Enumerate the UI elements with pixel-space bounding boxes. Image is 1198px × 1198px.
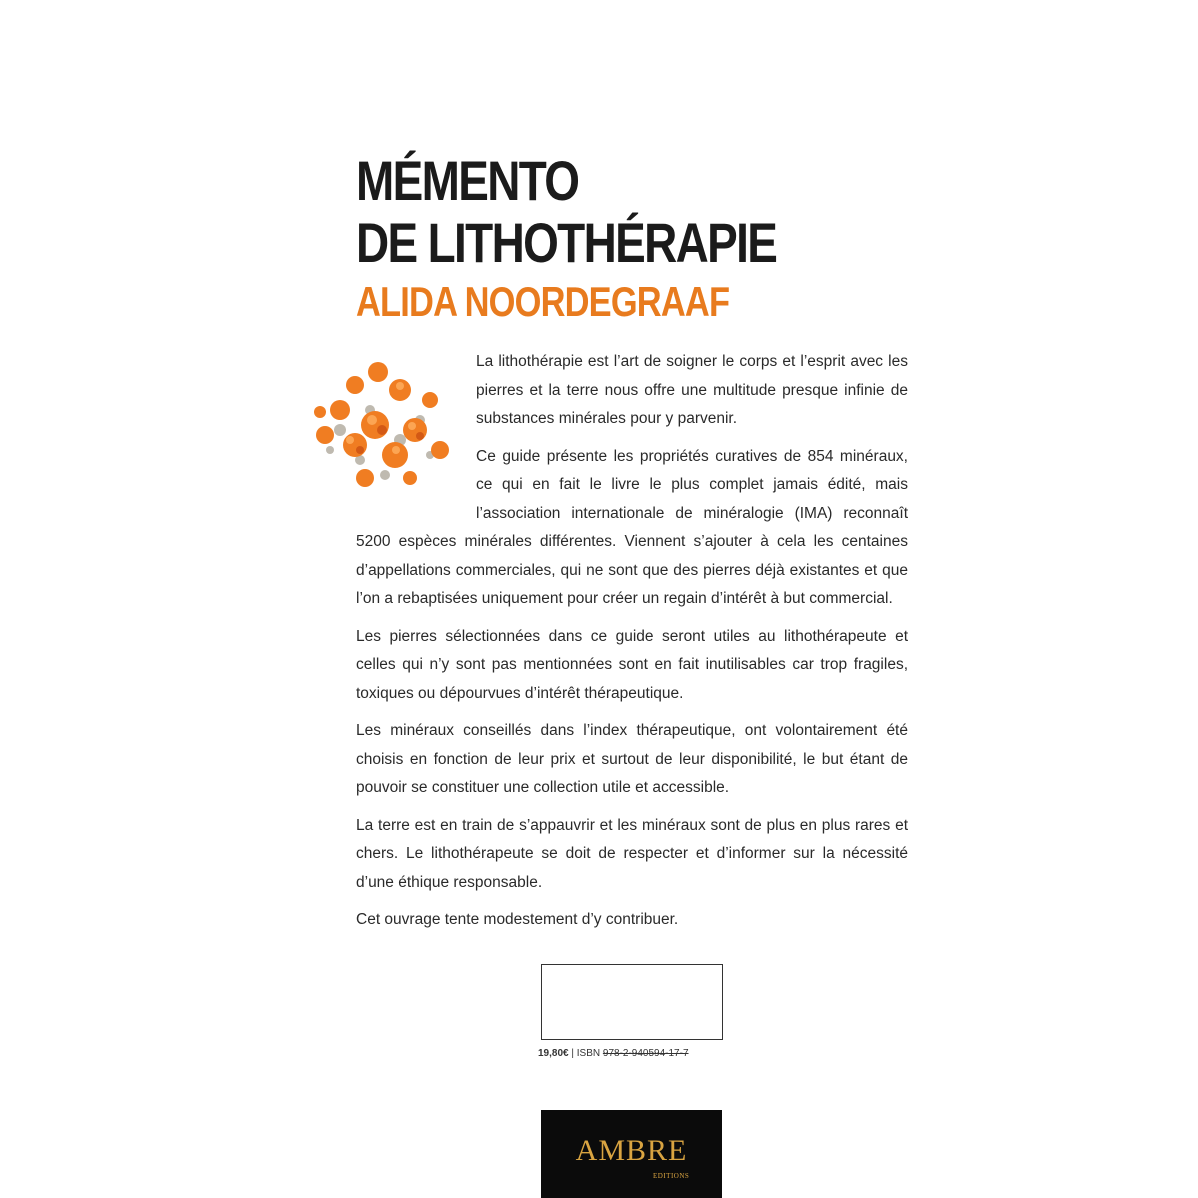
- price-isbn-line: [538, 1048, 738, 1059]
- paragraph-2: Ce guide présente les propriétés curatives de 854 minéraux, ce qui en fait le livre le plus complet jamais édité, mais l’association internationale de minéralogie (IMA) reconnaît 5200 espèces minérales différentes. Viennent s’ajouter à cela les centaines d’appellations commerciales, qui ne sont que des pierres déjà existantes et que l’on a rebaptisées uniquement pour créer un regain d’intérêt à but commercial.: [356, 447, 908, 607]
- author-name: ALIDA NOORDEGRAAF: [356, 278, 730, 325]
- barcode-placeholder: [541, 964, 723, 1040]
- paragraph-1: La lithothérapie est l’art de soigner le corps et l’esprit avec les pierres et la terre nous offre une multitude presque infinie de substances minérales pour y parvenir.: [476, 353, 908, 427]
- paragraph-6: Cet ouvrage tente modestement d’y contribuer.: [356, 911, 679, 928]
- paragraph-3: Les pierres sélectionnées dans ce guide seront utiles au lithothérapeute et celles qui n’y sont pas mentionnées sont en fait inutilisables car trop fragiles, toxiques ou dépourvues d’intérêt thérapeutique.: [356, 627, 908, 702]
- publisher-logo-text: AMBRE: [575, 1134, 688, 1167]
- paragraph-4: Les minéraux conseillés dans l’index thérapeutique, ont volontairement été choisis en fonction de leur prix et surtout de leur disponibilité, le but étant de pouvoir se constituer une collection utile et accessible.: [356, 722, 908, 796]
- title-line-2: DE LITHOTHÉRAPIE: [356, 211, 777, 274]
- title-line-1: MÉMENTO: [356, 149, 579, 212]
- book-title: [356, 150, 776, 274]
- price: 19,80€: [538, 1048, 569, 1059]
- separator: |: [571, 1048, 574, 1059]
- publisher-logo: [541, 1110, 722, 1198]
- paragraph-5: La terre est en train de s’appauvrir et les minéraux sont de plus en plus rares et chers. Le lithothérapeute se doit de respecter et d’informer sur la nécessité d’une éthique responsable.: [356, 816, 908, 891]
- isbn-label: ISBN: [576, 1048, 601, 1059]
- isbn-number: 978-2-940594-17-7: [602, 1048, 689, 1059]
- description-text: [356, 348, 908, 944]
- publisher-logo-subtext: EDITIONS: [653, 1172, 690, 1180]
